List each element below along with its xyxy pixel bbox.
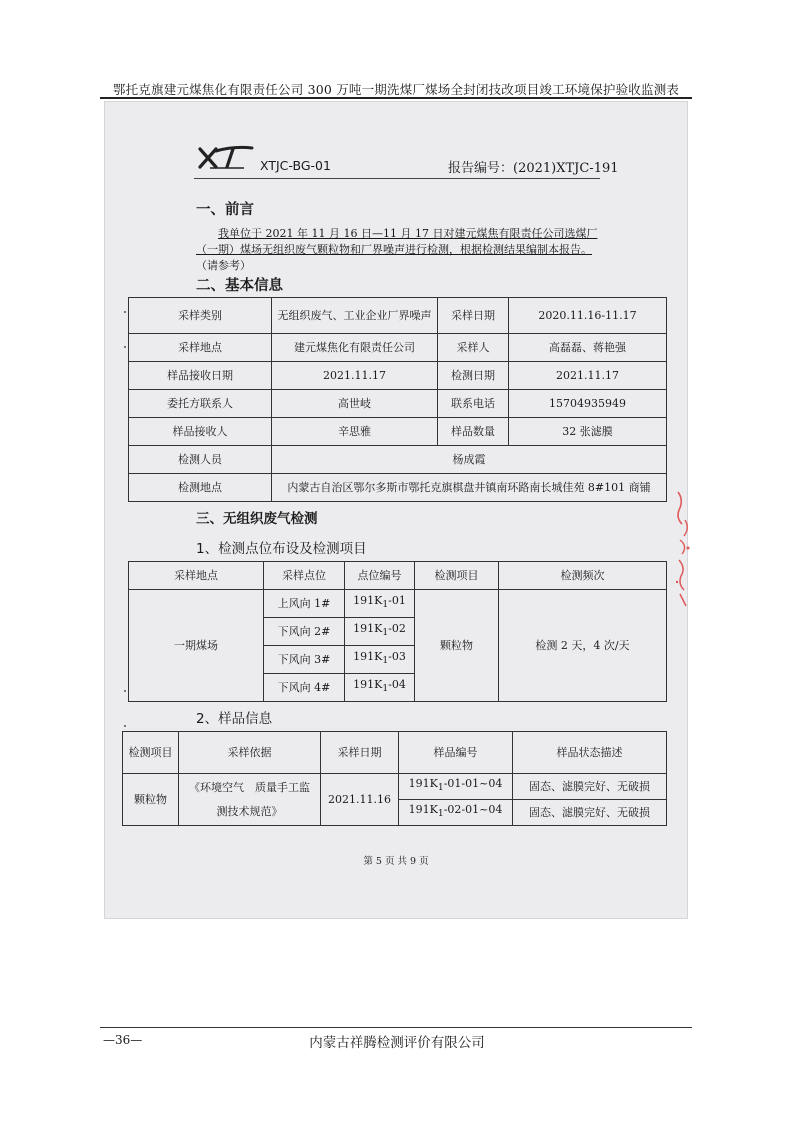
points-site: 一期煤场 xyxy=(129,590,264,702)
sample-row-code xyxy=(399,774,513,800)
points-header-point: 采样点位 xyxy=(264,562,345,590)
points-row-point: 下风向 3# xyxy=(264,646,345,674)
points-item: 颗粒物 xyxy=(415,590,499,702)
code-sub: 1 xyxy=(382,599,389,611)
footer-company: 内蒙古祥腾检测评价有限公司 xyxy=(309,1035,485,1051)
scan-speck xyxy=(124,690,126,692)
points-row-code xyxy=(345,618,415,646)
form-code: XTJC-BG-01 xyxy=(260,158,331,173)
sample-row-status: 固态、滤膜完好、无破损 xyxy=(513,774,667,800)
subsection-title-points: 1、检测点位布设及检测项目 xyxy=(196,541,367,557)
intro-line-3: （请参考） xyxy=(196,259,251,272)
points-row-code xyxy=(345,674,415,702)
sample-item: 颗粒物 xyxy=(123,774,179,826)
scan-speck xyxy=(124,346,126,348)
intro-line-1: 我单位于 2021 年 11 月 16 日—11 月 17 日对建元煤焦有限责任公司选煤厂 xyxy=(218,227,598,240)
basic-info-table xyxy=(128,297,667,502)
sample-header-basis: 采样依据 xyxy=(179,732,321,774)
points-row-point: 下风向 4# xyxy=(264,674,345,702)
cell-qty-value: 32 张滤膜 xyxy=(509,418,667,446)
cell-test-site-value: 内蒙古自治区鄂尔多斯市鄂托克旗棋盘井镇南环路南长城佳苑 8#101 商铺 xyxy=(272,474,667,502)
code-suffix: -02 xyxy=(388,622,406,636)
points-row-point: 上风向 1# xyxy=(264,590,345,618)
points-row-point: 下风向 2# xyxy=(264,618,345,646)
inner-page-number: 第 5 页 共 9 页 xyxy=(363,856,429,867)
subsection-title-samples: 2、样品信息 xyxy=(196,711,273,727)
code-sub: 1 xyxy=(437,782,444,794)
points-header-code: 点位编号 xyxy=(345,562,415,590)
cell-contact-value: 高世岐 xyxy=(272,390,438,418)
section-title-preface: 一、前言 xyxy=(196,202,254,218)
sample-header-date: 采样日期 xyxy=(321,732,399,774)
section-title-fugitive: 三、无组织废气检测 xyxy=(196,511,318,527)
sample-basis-line-2: 测技术规范》 xyxy=(216,804,283,818)
code-suffix: -01-01~04 xyxy=(443,777,503,791)
cell-sample-type-value: 无组织废气、工业企业厂界噪声 xyxy=(272,298,438,334)
sample-header-item: 检测项目 xyxy=(123,732,179,774)
points-table xyxy=(128,561,667,702)
points-row-code xyxy=(345,590,415,618)
scan-speck xyxy=(124,725,126,727)
cell-recv-date-value: 2021.11.17 xyxy=(272,362,438,390)
cell-receiver-value: 辛思雅 xyxy=(272,418,438,446)
cell-site-value: 建元煤焦化有限责任公司 xyxy=(272,334,438,362)
sample-date: 2021.11.16 xyxy=(321,774,399,826)
sample-basis-line-1: 《环境空气 质量手工监 xyxy=(189,780,310,794)
cell-site-label: 采样地点 xyxy=(129,334,272,362)
intro-line-2: （一期）煤场无组织废气颗粒物和厂界噪声进行检测，根据检测结果编制本报告。 xyxy=(196,243,592,256)
code-sub: 1 xyxy=(382,683,389,695)
cell-qty-label: 样品数量 xyxy=(438,418,509,446)
sample-header-status: 样品状态描述 xyxy=(513,732,667,774)
code-sub: 1 xyxy=(382,627,389,639)
sample-header-code: 样品编号 xyxy=(399,732,513,774)
section-title-basic-info: 二、基本信息 xyxy=(196,278,283,294)
cell-tester-value: 杨成霞 xyxy=(272,446,667,474)
points-freq: 检测 2 天，4 次/天 xyxy=(499,590,667,702)
sample-basis xyxy=(179,774,321,826)
cell-sampler-label: 采样人 xyxy=(438,334,509,362)
points-header-freq: 检测频次 xyxy=(499,562,667,590)
footer-rule xyxy=(100,1027,692,1028)
cell-test-date-value: 2021.11.17 xyxy=(509,362,667,390)
sample-row-code xyxy=(399,800,513,826)
top-rule xyxy=(194,178,600,179)
points-header-item: 检测项目 xyxy=(415,562,499,590)
cell-sample-date-label: 采样日期 xyxy=(438,298,509,334)
scan-speck xyxy=(124,311,126,313)
cell-sample-date-value: 2020.11.16-11.17 xyxy=(509,298,667,334)
red-seal-stamp-icon xyxy=(670,490,696,610)
cell-phone-label: 联系电话 xyxy=(438,390,509,418)
cell-recv-date-label: 样品接收日期 xyxy=(129,362,272,390)
cell-test-date-label: 检测日期 xyxy=(438,362,509,390)
cell-sample-type-label: 采样类别 xyxy=(129,298,272,334)
cell-sampler-value: 高磊磊、蒋艳强 xyxy=(509,334,667,362)
page-header: 鄂托克旗建元煤焦化有限责任公司 300 万吨一期洗煤厂煤场全封闭技改项目竣工环境保护验收监测表 xyxy=(112,82,680,97)
cell-phone-value: 15704935949 xyxy=(509,390,667,418)
cell-contact-label: 委托方联系人 xyxy=(129,390,272,418)
xtjc-logo-icon xyxy=(196,145,254,171)
code-prefix: 191K xyxy=(353,594,383,608)
points-row-code xyxy=(345,646,415,674)
code-suffix: -01 xyxy=(388,594,406,608)
sample-info-table xyxy=(122,731,667,826)
intro-paragraph xyxy=(196,226,604,274)
code-suffix: -04 xyxy=(388,678,406,692)
code-prefix: 191K xyxy=(353,678,383,692)
sample-row-status: 固态、滤膜完好、无破损 xyxy=(513,800,667,826)
points-header-site: 采样地点 xyxy=(129,562,264,590)
cell-receiver-label: 样品接收人 xyxy=(129,418,272,446)
cell-test-site-label: 检测地点 xyxy=(129,474,272,502)
code-sub: 1 xyxy=(437,808,444,820)
code-prefix: 191K xyxy=(408,777,438,791)
header-rule xyxy=(100,97,692,99)
report-number: 报告编号：(2021)XTJC-191 xyxy=(448,161,619,176)
code-prefix: 191K xyxy=(353,650,383,664)
page-number: —36— xyxy=(103,1033,143,1047)
code-suffix: -02-01~04 xyxy=(443,803,503,817)
code-sub: 1 xyxy=(382,655,389,667)
code-prefix: 191K xyxy=(353,622,383,636)
cell-tester-label: 检测人员 xyxy=(129,446,272,474)
code-suffix: -03 xyxy=(388,650,406,664)
code-prefix: 191K xyxy=(408,803,438,817)
